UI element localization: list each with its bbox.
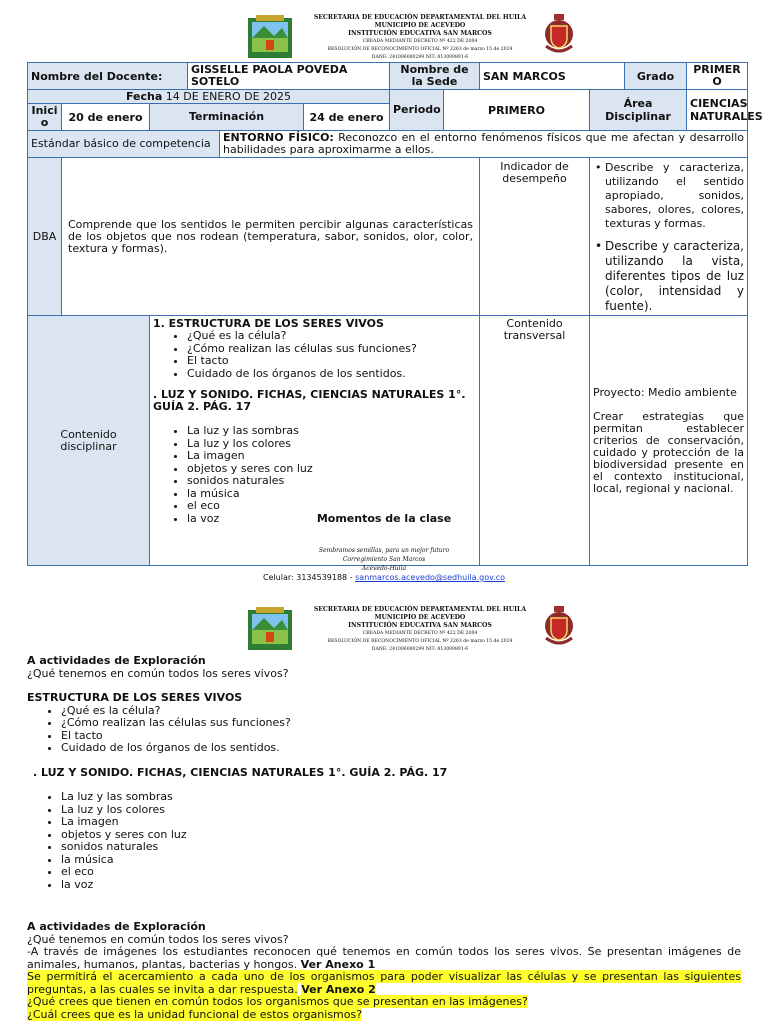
footer-place: Corregimiento San Marcos <box>342 556 426 563</box>
footer-town: Acevedo-Huila <box>361 565 407 572</box>
luz-list <box>27 791 741 891</box>
exploration-section <box>27 655 741 891</box>
school-logo-icon <box>246 606 294 652</box>
momentos-title: Momentos de la clase <box>316 512 452 525</box>
list-item: • Cuidado de los órganos de los sentidos. <box>187 368 476 381</box>
highlighted-question: ¿Qué crees que tienen en común todos los organismos que se presentan en las imágenes? <box>27 995 528 1008</box>
fecha-cell <box>28 90 390 104</box>
list-item: • objetos y seres con luz <box>61 829 741 842</box>
list-item: • la música <box>187 488 476 501</box>
header-text <box>302 606 538 654</box>
indicador-label: Indicador de desempeño <box>480 158 590 316</box>
footer-email-link[interactable]: sanmarcos.acevedo@sedhuila.gov.co <box>355 573 506 582</box>
indicador-item: • Describe y caracteriza, utilizando el sentido apropiado, sonidos, sabores, olores, colores, texturas y formas. <box>605 161 744 231</box>
luz-title: . LUZ Y SONIDO. FICHAS, CIENCIAS NATURALES 1°. GUÍA 2. PÁG. 17 <box>153 388 466 413</box>
header-text <box>302 14 538 62</box>
estructura-title: 1. ESTRUCTURA DE LOS SERES VIVOS <box>153 317 384 330</box>
docente-value: GISSELLE PAOLA POVEDA SOTELO <box>188 63 390 90</box>
header-line: CREADA MEDIANTE DECRETO Nº 422 DE 2004 <box>362 39 478 44</box>
page-footer <box>0 546 768 582</box>
list-item: • La luz y los colores <box>61 804 741 817</box>
list-item: • La luz y los colores <box>187 438 476 451</box>
estandar-label: Estándar básico de competencia <box>28 131 220 158</box>
transversal-label: Contenido transversal <box>480 316 590 566</box>
footer-contact <box>0 573 768 582</box>
header-line: INSTITUCIÓN EDUCATIVA SAN MARCOS <box>348 30 492 37</box>
sede-value: SAN MARCOS <box>480 63 625 90</box>
paragraph <box>27 971 741 996</box>
shield-icon <box>542 12 576 60</box>
header-line: INSTITUCIÓN EDUCATIVA SAN MARCOS <box>348 622 492 629</box>
list-item: • ¿Qué es la célula? <box>187 330 476 343</box>
estandar-prefix: ENTORNO FÍSICO: <box>223 131 334 144</box>
proyecto-text: Crear estrategias que permitan establecer criterios de conservación, cuidado y protección de la biodiversidad presente en el contexto institucional, local, regional y nacional. <box>593 409 744 495</box>
indicador-cell <box>590 158 748 316</box>
header-line: MUNICIPIO DE ACEVEDO <box>374 614 466 621</box>
list-item: • Cuidado de los órganos de los sentidos. <box>61 742 741 755</box>
list-item: • el eco <box>61 866 741 879</box>
estructura-list <box>27 705 741 755</box>
indicador-item: • Describe y caracteriza, utilizando la vista, diferentes tipos de luz (color, intensidad y fuente). <box>605 239 744 314</box>
dba-label: DBA <box>28 158 62 316</box>
paragraph-text: -A través de imágenes los estudiantes reconocen qué tenemos en común todos los seres vivos. Se presentan imágenes de animales, humanos, plantas, bacterias y hongos. <box>27 945 741 971</box>
section-heading: ESTRUCTURA DE LOS SERES VIVOS <box>27 691 243 704</box>
section-heading: . LUZ Y SONIDO. FICHAS, CIENCIAS NATURALES 1°. GUÍA 2. PÁG. 17 <box>33 765 448 779</box>
sede-label: Nombre de la Sede <box>390 63 480 90</box>
shield-icon <box>542 604 576 652</box>
list-item: • La luz y las sombras <box>61 791 741 804</box>
school-logo-icon <box>246 14 294 60</box>
lesson-plan-table <box>27 62 763 566</box>
list-item: • sonidos naturales <box>187 475 476 488</box>
annex-reference: Ver Anexo 1 <box>300 957 376 971</box>
grado-value: PRIMERO <box>687 63 748 90</box>
header-line: DANE: 241006000299 NIT: 813009891-6 <box>371 647 469 652</box>
list-item: • El tacto <box>187 355 476 368</box>
highlighted-text: Se permitirá el acercamiento a cada uno de los organismos para poder visualizar las células y se presentan las siguientes preguntas, a las cuales se invita a dar respuesta. <box>27 970 741 996</box>
header-line: SECRETARIA DE EDUCACIÓN DEPARTAMENTAL DEL HUILA <box>313 14 527 21</box>
periodo-value: PRIMERO <box>444 90 590 131</box>
estandar-cell <box>220 131 748 158</box>
header-line: RESOLUCIÓN DE RECONOCIMIENTO OFICIAL Nº 2263 de marzo 15 de 2024 <box>327 47 513 52</box>
fecha-label: Fecha <box>125 90 163 103</box>
footer-motto: Sembramos semillas, para un mejor futuro <box>318 547 450 554</box>
transversal-cell <box>590 316 748 566</box>
section-heading: A actividades de Exploración <box>27 654 206 667</box>
list-item: • La imagen <box>187 450 476 463</box>
proyecto-title: Proyecto: Medio ambiente <box>593 385 737 399</box>
exploration-section-2 <box>27 921 741 1021</box>
list-item: • ¿Cómo realizan las células sus funciones? <box>61 717 741 730</box>
area-label: Área Disciplinar <box>590 90 687 131</box>
list-item: • la voz <box>61 879 741 892</box>
header-line: DANE: 241006000299 NIT: 813009891-6 <box>371 55 469 60</box>
question-text: ¿Qué tenemos en común todos los seres vivos? <box>27 932 289 946</box>
docente-label: Nombre del Docente: <box>28 63 188 90</box>
inicio-value: 20 de enero <box>62 104 150 131</box>
list-item: • el eco <box>187 500 476 513</box>
luz-list <box>153 425 476 525</box>
highlighted-question: ¿Cuál crees que es la unidad funcional de estos organismos? <box>27 1007 363 1021</box>
list-item: • la voz <box>187 513 476 526</box>
estructura-list <box>153 330 476 380</box>
periodo-label: Periodo <box>390 90 444 131</box>
header-line: MUNICIPIO DE ACEVEDO <box>374 22 466 29</box>
list-item: • La luz y las sombras <box>187 425 476 438</box>
list-item: • la música <box>61 854 741 867</box>
footer-phone: Celular: 3134539188 - <box>262 573 356 582</box>
contenido-label: Contenido disciplinar <box>28 316 150 566</box>
list-item: • La imagen <box>61 816 741 829</box>
header-line: RESOLUCIÓN DE RECONOCIMIENTO OFICIAL Nº 2263 de marzo 15 de 2024 <box>327 639 513 644</box>
annex-reference: Ver Anexo 2 <box>301 982 376 996</box>
dba-text: Comprende que los sentidos le permiten percibir algunas características de los objetos que nos rodean (temperatura, sabor, sonidos, olor, color, textura y formas). <box>62 158 480 316</box>
fecha-value: 14 DE ENERO DE 2025 <box>165 90 292 103</box>
paragraph <box>27 946 741 971</box>
list-item: • ¿Qué es la célula? <box>61 705 741 718</box>
estandar-text: Reconozco en el entorno fenómenos físicos que me afectan y desarrollo habilidades para aproximarme a ellos. <box>223 131 744 156</box>
list-item: • objetos y seres con luz <box>187 463 476 476</box>
terminacion-value: 24 de enero <box>304 104 390 131</box>
area-value: CIENCIAS NATURALES <box>687 90 748 131</box>
header-line: SECRETARIA DE EDUCACIÓN DEPARTAMENTAL DEL HUILA <box>313 606 527 613</box>
question-line <box>27 996 741 1009</box>
list-item: • sonidos naturales <box>61 841 741 854</box>
grado-label: Grado <box>625 63 687 90</box>
institution-header <box>240 604 580 656</box>
list-item: • ¿Cómo realizan las células sus funciones? <box>187 343 476 356</box>
question-text: ¿Qué tenemos en común todos los seres vivos? <box>27 666 289 680</box>
institution-header <box>240 12 580 64</box>
contenido-cell <box>150 316 480 566</box>
question-line <box>27 1009 741 1022</box>
list-item: • El tacto <box>61 730 741 743</box>
section-heading: A actividades de Exploración <box>27 920 206 933</box>
header-line: CREADA MEDIANTE DECRETO Nº 422 DE 2004 <box>362 631 478 636</box>
terminacion-label: Terminación <box>150 104 304 131</box>
inicio-label: Inicio <box>28 104 62 131</box>
indicador-list <box>593 161 744 314</box>
